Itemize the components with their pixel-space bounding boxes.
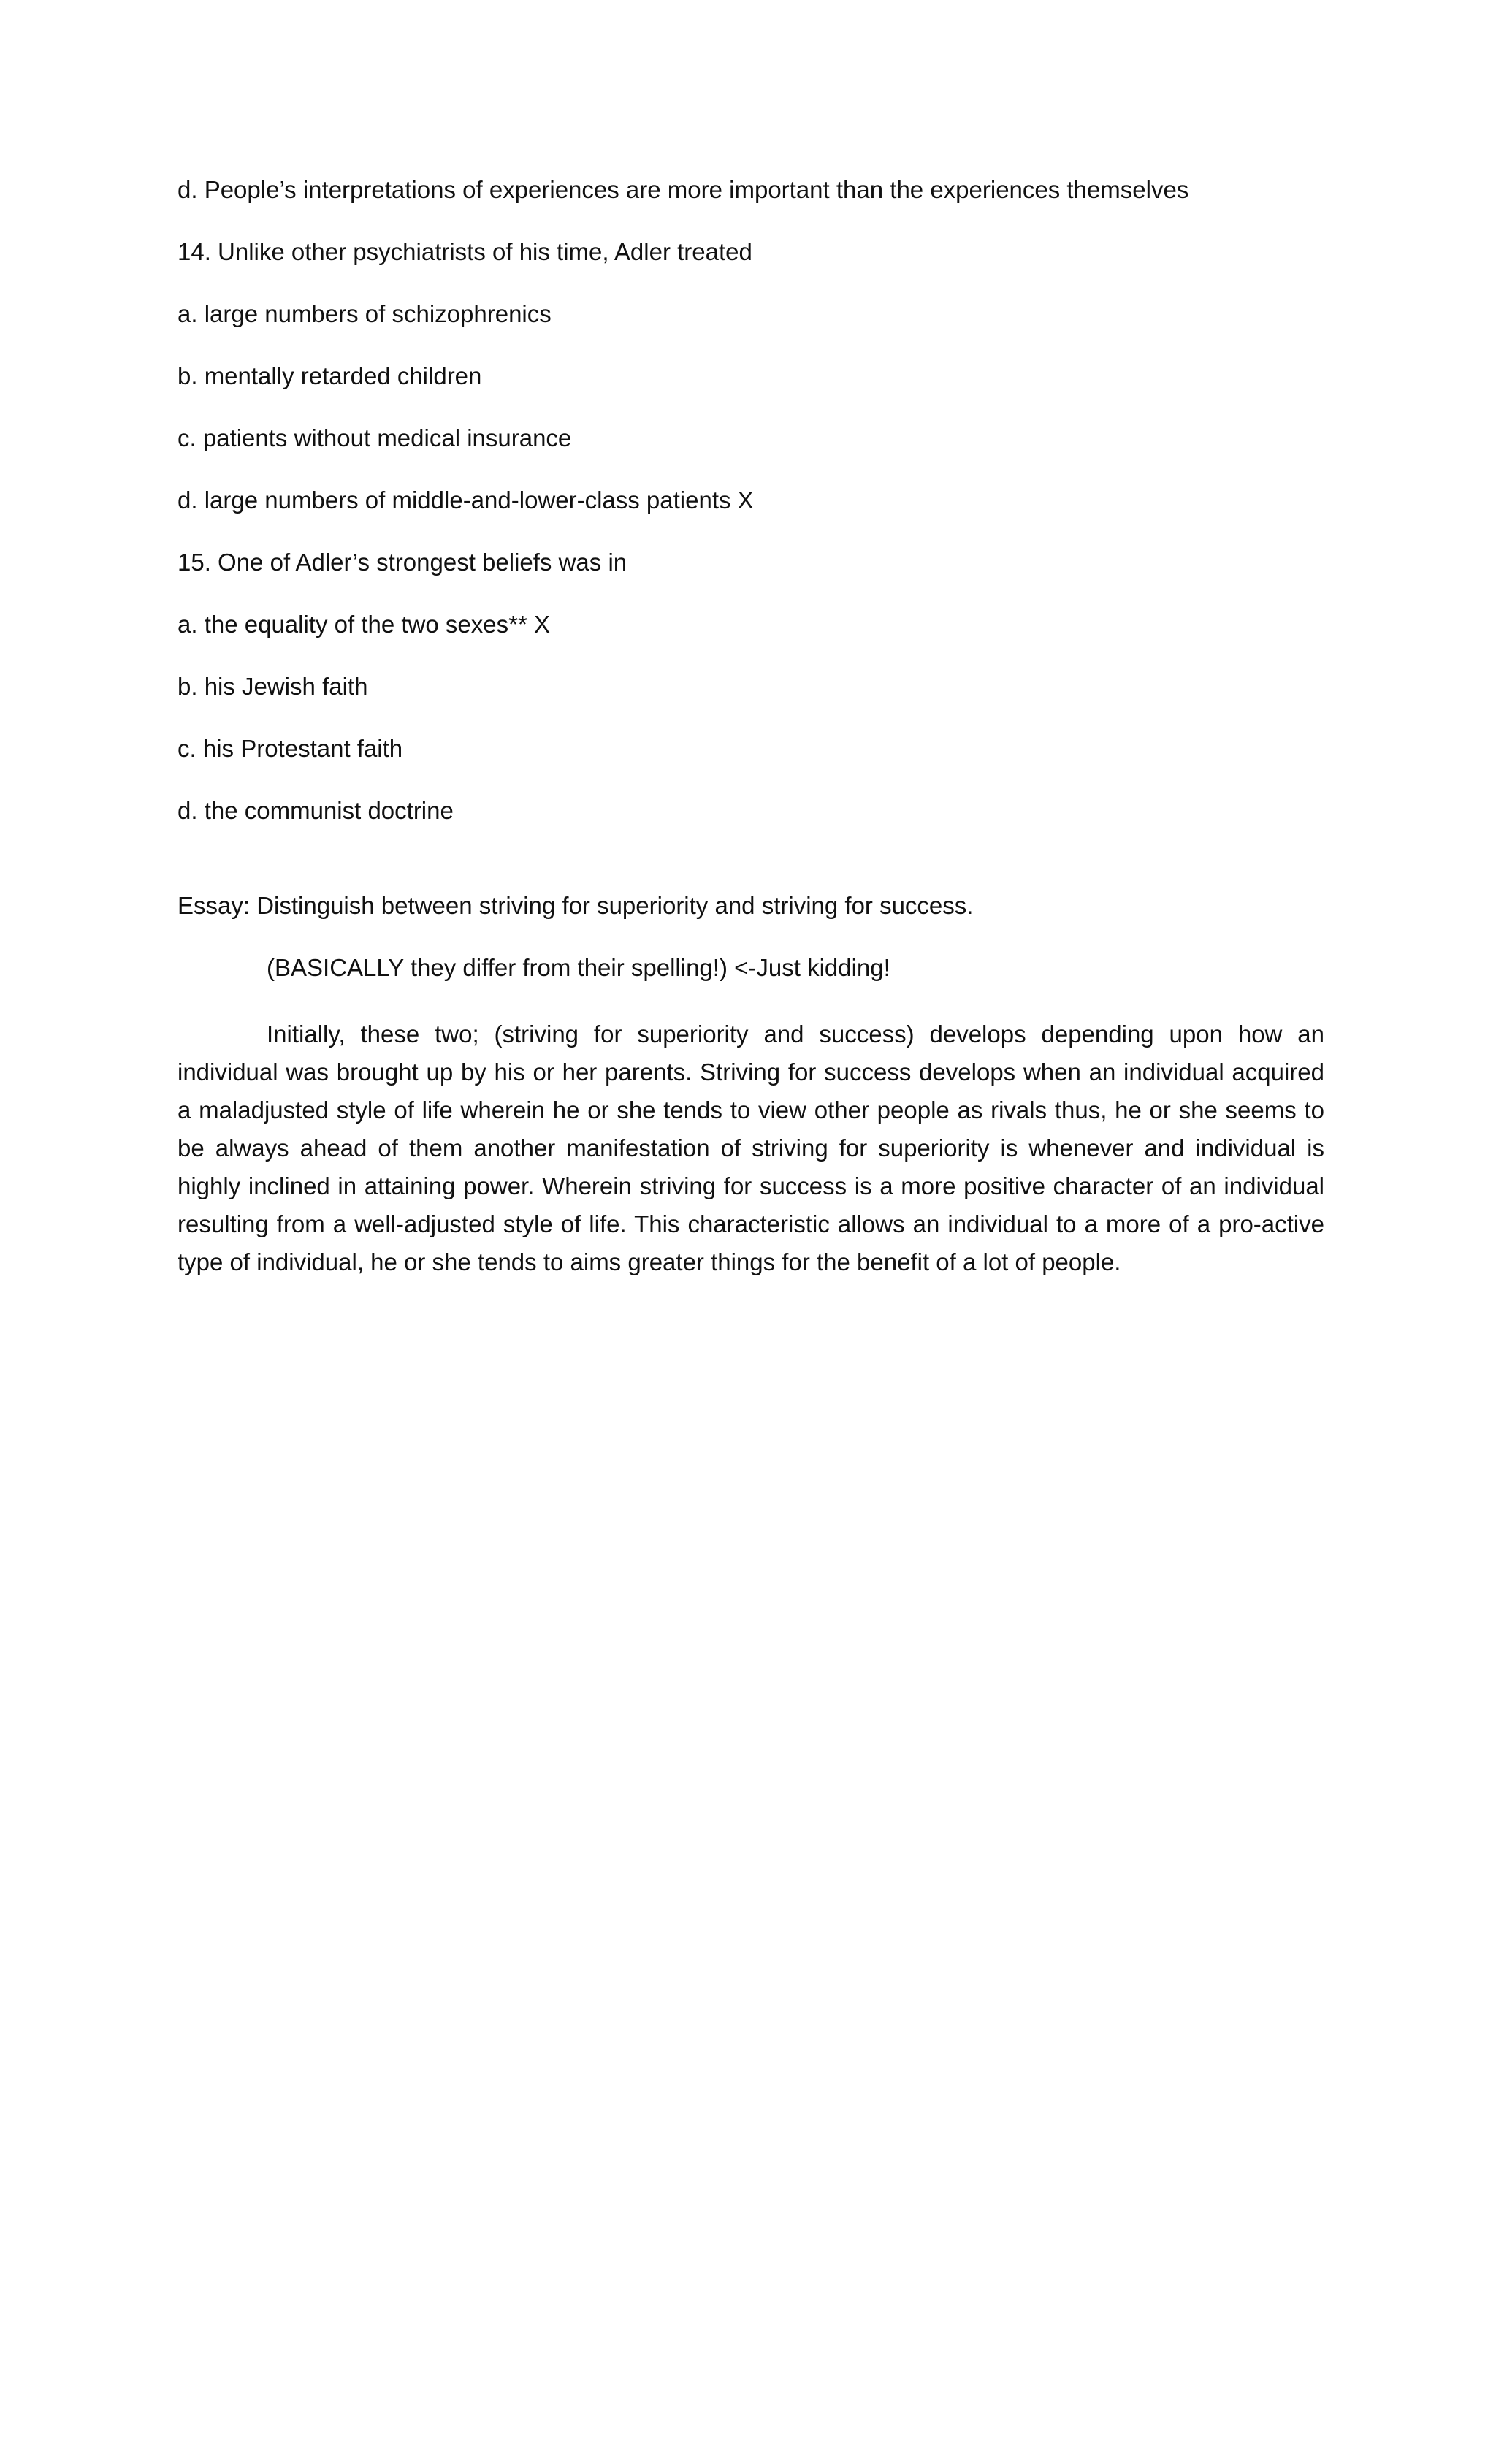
q14-option-c: c. patients without medical insurance xyxy=(178,424,572,451)
q14-question: 14. Unlike other psychiatrists of his time, Adler treated xyxy=(178,238,752,265)
q13-option-d: d. People’s interpretations of experiences are more important than the experiences themselves xyxy=(178,176,1189,203)
q15-option-b: b. his Jewish faith xyxy=(178,673,368,700)
essay-prompt: Essay: Distinguish between striving for superiority and striving for success. xyxy=(178,892,974,919)
essay-aside: (BASICALLY they differ from their spelling!) <-Just kidding! xyxy=(267,954,890,981)
q14-option-b: b. mentally retarded children xyxy=(178,362,482,389)
essay-answer-paragraph: Initially, these two; (striving for superiority and success) develops depending upon how an individual was brought up by his or her parents. Striving for success develops when an individual acquired a maladjusted style of life wherein he or she tends to view other people as rivals thus, he or she seems to be always ahead of them another manifestation of striving for superiority is whenever and individual is highly inclined in attaining power. Wherein striving for success is a more positive character of an individual resulting from a well-adjusted style of life. This characteristic allows an individual to a more of a pro-active type of individual, he or she tends to aims greater things for the benefit of a lot of people. xyxy=(178,1021,1324,1275)
section-spacer xyxy=(178,858,1324,891)
q14-option-d: d. large numbers of middle-and-lower-class patients X xyxy=(178,487,754,514)
q15-option-c: c. his Protestant faith xyxy=(178,735,403,762)
q14-option-a: a. large numbers of schizophrenics xyxy=(178,300,552,327)
q15-question: 15. One of Adler’s strongest beliefs was in xyxy=(178,549,627,576)
q15-option-a: a. the equality of the two sexes** X xyxy=(178,611,550,638)
q15-option-d: d. the communist doctrine xyxy=(178,797,454,824)
document-content xyxy=(178,175,1324,1281)
